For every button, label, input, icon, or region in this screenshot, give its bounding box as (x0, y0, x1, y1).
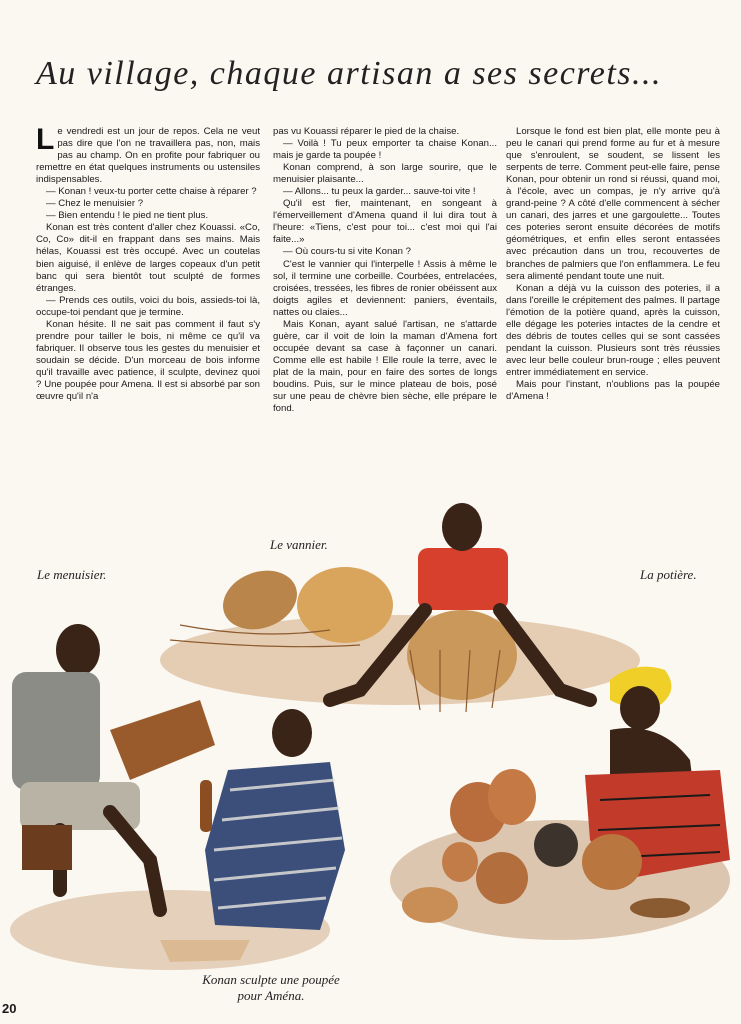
paragraph: Konan hésite. Il ne sait pas comment il faut s'y prendre pour tailler le bois, ni même ce qu'il va fabriquer. Il observe tous les gestes du menuisier et soudain se décide. D'un morceau de bois informe qu'il travaille avec patience, il sculpte, devinez quoi ? Une poupée pour Amena. Il est si absorbé par son œuvre qu'il n'a (36, 318, 260, 403)
weaver-shirt (418, 548, 508, 610)
paragraph: pas vu Kouassi réparer le pied de la chaise. (273, 126, 460, 137)
paragraph: Le vendredi est un jour de repos. Cela ne veut pas dire que l'on ne travaillera pas, non, mais pas au champ. On en profite pour fabriquer ou remettre en état quelques instruments ou ustensiles indispensables. (36, 123, 260, 186)
pot-7 (582, 834, 642, 890)
pot-5 (476, 852, 528, 904)
carpenter-shirt (12, 672, 100, 790)
page-title: Au village, chaque artisan a ses secrets... (36, 55, 663, 92)
paragraph: Konan est très content d'aller chez Kouassi. «Co, Co, Co» dit-il en frappant dans ses mains. Mais hélas, Kouassi est très occupé. Avec un coutelas bien aiguisé, il enlève de larges copeaux d'un petit banc qui sera bientôt tout sculpté de formes étranges. (36, 222, 260, 294)
doll-carving (200, 780, 212, 832)
paragraph: Konan comprend, à son large sourire, que le menuisier plaisante... (273, 162, 497, 186)
paragraph: — Bien entendu ! le pied ne tient plus. (46, 210, 209, 222)
basket-3 (407, 610, 517, 700)
paragraph: — Allons... tu peux la garder... sauve-toi vite ! (283, 186, 476, 198)
wood-shavings (160, 940, 250, 962)
caption-vannier: Le vannier. (270, 537, 328, 552)
article-column-1 (36, 123, 260, 403)
carved-stool (110, 700, 215, 780)
caption-menuisier: Le menuisier. (37, 567, 107, 582)
carpenter-head (56, 624, 100, 676)
konan-head (272, 709, 312, 757)
paragraph: Qu'il est fier, maintenant, en songeant à l'émerveillement d'Amena quand il lui dira tout à l'heure: «Tiens, c'est pour toi... c'est moi qui l'ai faite...» (273, 198, 497, 246)
pot-6 (402, 887, 458, 923)
paragraph: — Où cours-tu si vite Konan ? (283, 246, 411, 258)
paragraph: Lorsque le fond est bien plat, elle monte peu à peu le canari qui prend forme au fur et à mesure que s'enroulent, se soudent, se lissent les serpents de terre. Comment peut-elle faire, pense Konan, pour obtenir un rond si réussi, quand moi, à l'école, avec un compas, je n'y arrive qu'à grand-peine ? A côté d'elle commencent à sécher un canari, des jarres et une gargoulette... Toutes ces poteries seront ensuite décorées de motifs géométriques, et enfin elles seront entassées avec précaution dans un trou, recouvertes de branches de palmiers que l'on enflammera. Le feu sera alimenté pendant toute une nuit. (506, 126, 720, 282)
drop-cap: L (36, 123, 55, 156)
page-number: 20 (2, 1001, 17, 1016)
wooden-plate (630, 898, 690, 918)
pot-3 (534, 823, 578, 867)
pot-2 (488, 769, 536, 825)
paragraph: — Konan ! veux-tu porter cette chaise à réparer ? (46, 186, 257, 198)
paragraph: Konan a déjà vu la cuisson des poteries, il a dans l'oreille le crépitement des palmes. Il partage l'émotion de la potière quand, après la cuisson, elle dégage les poteries intactes de la cendre et des débris de toutes celles qui se sont cassées pendant la cuisson. Plusieurs sont très réussies avec leur belle couleur brun-rouge ; elles peuvent entrer immédiatement en service. (506, 282, 720, 378)
caption-konan (186, 972, 356, 1004)
village-artisans-illustration (0, 490, 741, 1024)
carpenter-seat (22, 825, 72, 870)
caption-konan-line-1: Konan sculpte une poupée (202, 972, 340, 987)
paragraph: Mais pour l'instant, n'oublions pas la poupée d'Amena ! (506, 378, 720, 403)
paragraph: Mais Konan, ayant salué l'artisan, ne s'attarde guère, car il voit de loin la maman d'Amena fort occupée devant sa case à façonner un canari. Comme elle est habile ! Elle roule la terre, avec le plat de la main, pour en faire des sortes de longs boudins. Puis, sur le mince plateau de bois, posé sur une peau de chèvre bien sèche, elle prépare le fond. (273, 318, 497, 415)
paragraph: — Voilà ! Tu peux emporter ta chaise Konan... mais je garde ta poupée ! (273, 138, 497, 162)
potter-head (620, 686, 660, 730)
article-column-2 (273, 126, 497, 415)
konan-figure (200, 709, 345, 930)
weaver-head (442, 503, 482, 551)
caption-konan-line-2: pour Aména. (237, 988, 305, 1003)
paragraph: C'est le vannier qui l'interpelle ! Assis à même le sol, il termine une corbeille. Courbées, entrelacées, croisées, tressées, les fibres de ronier obéissent aux doigts agiles et deviennent: paniers, éventails, nattes ou claies... (273, 258, 497, 318)
pot-4 (442, 842, 478, 882)
caption-potiere: La potière. (640, 567, 697, 582)
paragraph: — Prends ces outils, voici du bois, assieds-toi là, occupe-toi pendant que je termine. (36, 294, 260, 318)
article-column-3 (506, 126, 720, 403)
paragraph: — Chez le menuisier ? (46, 198, 144, 210)
